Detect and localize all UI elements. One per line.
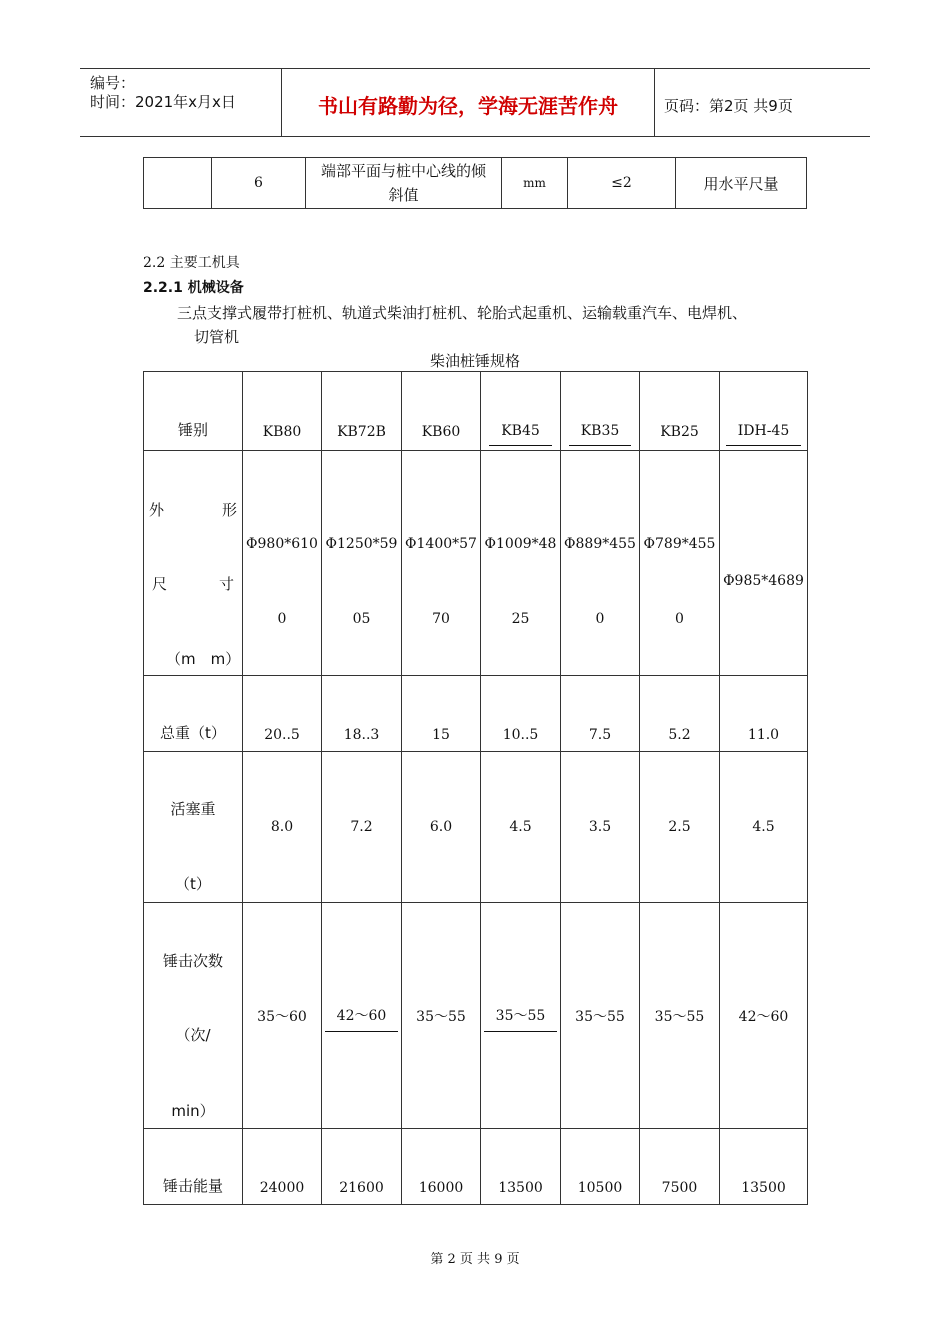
item-cell	[306, 158, 502, 209]
row-label-size	[144, 451, 243, 676]
row-label-energy	[144, 1129, 243, 1205]
table-row-piston	[144, 752, 808, 903]
size-line-1: Φ1400*57	[405, 536, 477, 552]
model-name-underlined: KB35	[569, 423, 632, 446]
size-label-char: 尺	[152, 575, 168, 593]
row-label-blows	[144, 903, 243, 1129]
size-line-2: 25	[511, 611, 530, 627]
energy-label: 锤击能量	[162, 1177, 223, 1195]
size-cell	[322, 451, 402, 676]
row-label-model	[144, 372, 243, 451]
table-row	[144, 158, 807, 209]
model-name: KB60	[421, 424, 461, 440]
model-name: KB72B	[337, 424, 386, 440]
table-row-blows	[144, 903, 808, 1129]
size-cell	[481, 451, 561, 676]
hammer-spec-table	[143, 371, 808, 1205]
size-label-unit: （m m）	[166, 650, 241, 668]
energy-cell: 13500	[481, 1129, 561, 1205]
table-row-size	[144, 451, 808, 676]
weight-cell: 7.5	[561, 676, 640, 752]
weight-cell: 5.2	[640, 676, 720, 752]
header-top-rule	[80, 68, 870, 69]
blows-cell: 35～55	[402, 903, 481, 1129]
size-line-2: 0	[595, 611, 605, 627]
header-bottom-rule	[80, 136, 870, 137]
model-label: 锤别	[177, 421, 208, 439]
blows-cell: 35～55	[640, 903, 720, 1129]
blows-value-underlined: 35～55	[484, 999, 558, 1032]
item-line-2: 斜值	[388, 186, 419, 204]
table-row-models	[144, 372, 808, 451]
model-name-underlined: KB45	[489, 423, 552, 446]
item-line-1: 端部平面与桩中心线的倾	[320, 162, 486, 180]
blows-cell	[322, 903, 402, 1129]
blows-cell: 35～60	[243, 903, 322, 1129]
model-name: KB25	[660, 424, 699, 440]
size-cell	[561, 451, 640, 676]
model-cell	[402, 372, 481, 451]
size-line-1: Φ789*455	[643, 536, 716, 552]
energy-cell: 24000	[243, 1129, 322, 1205]
piston-label: 活塞重	[170, 800, 216, 818]
weight-cell: 20..5	[243, 676, 322, 752]
energy-cell: 13500	[720, 1129, 808, 1205]
model-cell	[243, 372, 322, 451]
tolerance-cell: ≤2	[568, 158, 676, 209]
size-cell	[402, 451, 481, 676]
unit-cell: mm	[502, 158, 568, 209]
blows-cell: 35～55	[561, 903, 640, 1129]
size-line-1: Φ1009*48	[484, 536, 557, 552]
weight-cell: 18..3	[322, 676, 402, 752]
row-label-piston	[144, 752, 243, 903]
equipment-line-2: 切管机	[194, 328, 240, 346]
size-cell	[720, 451, 808, 676]
row-label-weight	[144, 676, 243, 752]
header-page-label: 页码：第2页 共9页	[664, 97, 793, 115]
piston-cell: 2.5	[640, 752, 720, 903]
header-divider-right	[654, 68, 655, 136]
size-line-2: 05	[352, 611, 371, 627]
table-cell	[144, 158, 212, 209]
model-cell	[720, 372, 808, 451]
tolerance-table	[143, 157, 807, 209]
energy-cell: 21600	[322, 1129, 402, 1205]
size-line-1: Φ1250*59	[325, 536, 398, 552]
table-row-energy	[144, 1129, 808, 1205]
piston-cell: 4.5	[720, 752, 808, 903]
size-line-1: Φ980*610	[246, 536, 318, 552]
page-footer: 第 2 页 共 9 页	[430, 1252, 520, 1267]
weight-cell: 11.0	[720, 676, 808, 752]
blows-cell: 42～60	[720, 903, 808, 1129]
weight-label: 总重（t）	[160, 724, 226, 742]
model-cell	[481, 372, 561, 451]
model-name: KB80	[262, 424, 302, 440]
section-heading-2-2-1: 2.2.1 机械设备	[143, 280, 244, 296]
piston-unit: （t）	[175, 875, 211, 893]
size-line-1: Φ985*4689	[723, 573, 804, 589]
table-caption: 柴油桩锤规格	[429, 352, 520, 370]
energy-cell: 16000	[402, 1129, 481, 1205]
piston-cell: 3.5	[561, 752, 640, 903]
size-cell	[640, 451, 720, 676]
blows-label: 锤击次数	[162, 952, 223, 970]
piston-cell: 6.0	[402, 752, 481, 903]
size-cell	[243, 451, 322, 676]
size-line-1: Φ889*455	[564, 536, 636, 552]
blows-cell	[481, 903, 561, 1129]
table-row-weight	[144, 676, 808, 752]
model-name-underlined: IDH-45	[726, 423, 802, 446]
header-time-label: 时间：2021年x月x日	[90, 93, 236, 111]
equipment-line-1: 三点支撑式履带打桩机、轨道式柴油打桩机、轮胎式起重机、运输载重汽车、电焊机、	[177, 304, 748, 322]
size-label-char: 形	[221, 501, 237, 519]
blows-unit-b: min）	[171, 1102, 215, 1120]
size-line-2: 0	[675, 611, 684, 627]
energy-cell: 7500	[640, 1129, 720, 1205]
piston-cell: 8.0	[243, 752, 322, 903]
size-line-2: 70	[432, 611, 450, 627]
blows-value-underlined: 42～60	[325, 999, 399, 1032]
model-cell	[640, 372, 720, 451]
model-cell	[561, 372, 640, 451]
size-line-2: 0	[277, 611, 287, 627]
energy-cell: 10500	[561, 1129, 640, 1205]
method-cell: 用水平尺量	[676, 158, 807, 209]
index-cell: 6	[212, 158, 306, 209]
header-motto: 书山有路勤为径，学海无涯苦作舟	[318, 94, 618, 118]
size-label-char: 外	[149, 501, 165, 519]
section-heading-2-2: 2.2 主要工机具	[143, 255, 240, 271]
weight-cell: 10..5	[481, 676, 561, 752]
size-label-char: 寸	[218, 575, 234, 593]
piston-cell: 7.2	[322, 752, 402, 903]
header-number-label: 编号：	[90, 74, 136, 92]
weight-cell: 15	[402, 676, 481, 752]
piston-cell: 4.5	[481, 752, 561, 903]
blows-unit-a: （次/	[175, 1026, 211, 1044]
model-cell	[322, 372, 402, 451]
